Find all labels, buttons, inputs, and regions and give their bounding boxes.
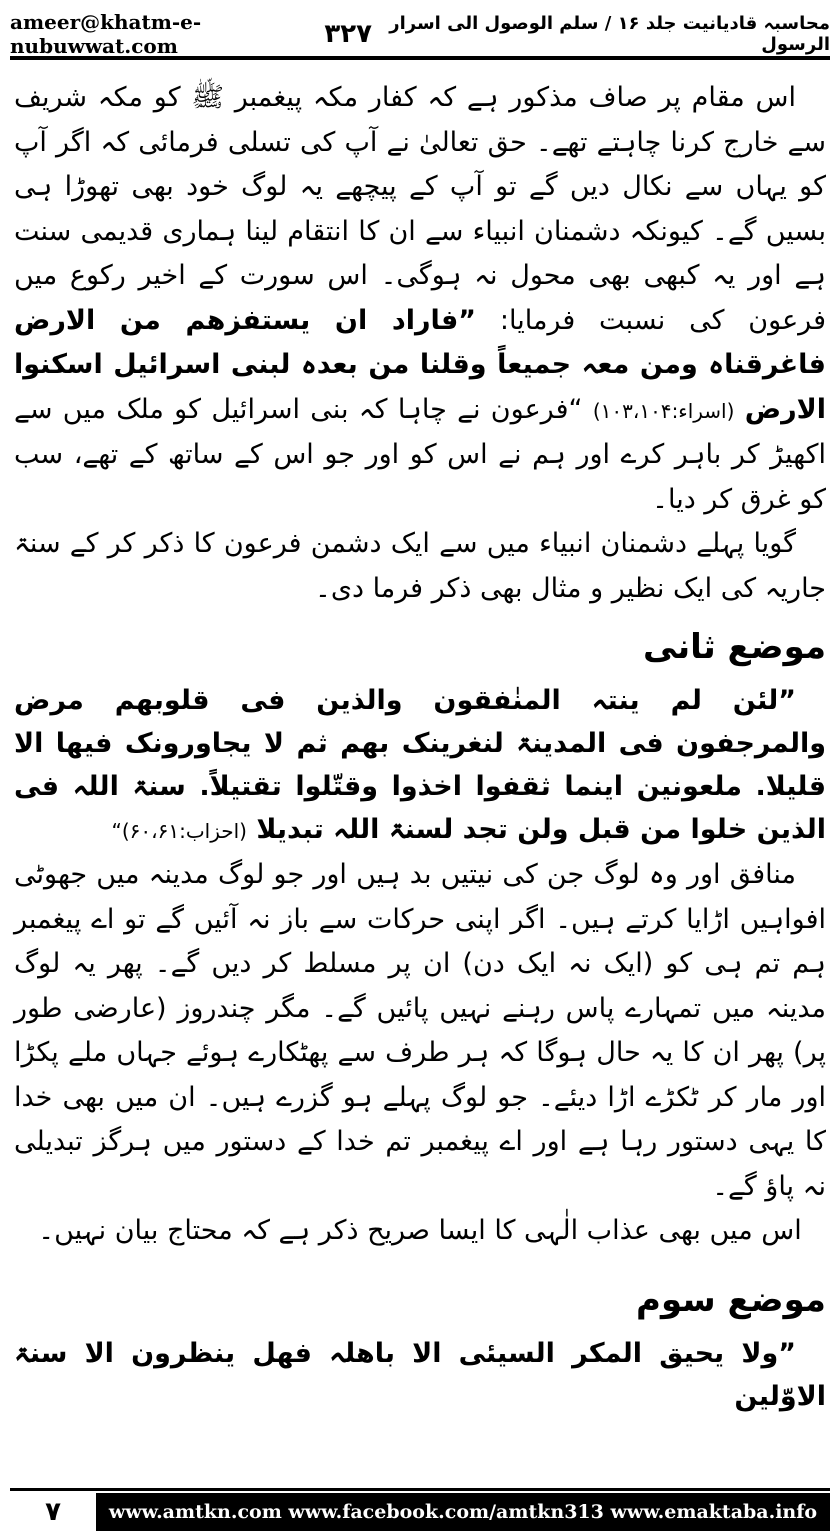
quote-2-reference: (احزاب:۶۰،۶۱)“ [111, 819, 247, 843]
header-email: ameer@khatm-e-nubuwwat.com [10, 10, 202, 58]
paragraph-1 [14, 76, 826, 522]
arabic-quote-3: ”ولا یحیق المکر السیئی الا باھلہ فھل ینظرون الا سنۃ الاوّلین [14, 1337, 826, 1412]
paragraph-3: منافق اور وہ لوگ جن کی نیتیں بد ہیں اور جو لوگ مدینہ میں جھوٹی افواہیں اڑایا کرتے ہیں۔ اگر اپنی حرکات سے باز نہ آئیں گے تو اے پیغمبر ہم تم ہی کو (ایک نہ ایک دن) ان پر مسلط کر دیں گے۔ پھر یہ لوگ مدینہ میں تمہارے پاس رہنے نہیں پائیں گے۔ مگر چندروز (عارضی طور پر) پھر ان کا یہ حال ہوگا کہ ہر طرف سے پھٹکارے ہوئے جہاں ملے پکڑا اور مار کر ٹکڑے اڑا دیئے۔ جو لوگ پہلے ہو گزرے ہیں۔ ان میں بھی خدا کا یہی دستور رہا ہے اور اے پیغمبر تم خدا کے دستور میں ہرگز تبدیلی نہ پاؤ گے۔ [14, 859, 826, 1202]
paragraph-2: گویا پہلے دشمنان انبیاء میں سے ایک دشمن فرعون کا ذکر کر کے سنۃ جاریہ کی ایک نظیر و مثال بھی ذکر فرما دی۔ [14, 528, 826, 604]
arabic-quote-2-text: ”لئن لم ینتہ المنٰفقون والذین فی قلوبھم مرض والمرجفون فی المدینۃ لنغرینک بھم ثم لا یجاورونک فیھا الا قلیلا. ملعونین اینما ثقفوا اخذوا وقتّلوا تقتیلاً. سنۃ اللہ فی الذین خلوا من قبل ولن تجد لسنۃ اللہ تبدیلا [14, 685, 826, 845]
page-footer [10, 1488, 830, 1532]
arabic-quote-1: ”فاراد ان یستفزھم من الارض فاغرقناہ ومن معہ جمیعاً وقلنا من بعدہ لبنی اسرائیل اسکنوا الارض [14, 304, 826, 425]
section-heading-second: موضع ثانی [643, 627, 826, 667]
header-page-number: ۳۲۷ [324, 19, 373, 49]
section-heading-third: موضع سوم [636, 1279, 826, 1320]
quote-1-reference: (اسراء:۱۰۳،۱۰۴) [592, 398, 735, 423]
page-body [14, 76, 826, 1456]
footer-page-number: ۷ [45, 1496, 61, 1527]
paragraph-1-text: اس مقام پر صاف مذکور ہے کہ کفار مکہ پیغمبر ﷺ کو مکہ شریف سے خارج کرنا چاہتے تھے۔ حق تعالیٰ نے آپ کی تسلی فرمائی کہ اگر آپ کو یہاں سے نکال دیں گے تو آپ کے پیچھے یہ لوگ خود بھی تھوڑا ہی بسیں گے۔ کیونکہ دشمنان انبیاء سے ان کا انتقام لینا ہماری قدیمی سنت ہے اور یہ کبھی بھی محول نہ ہوگی۔ اس سورت کے اخیر رکوع میں فرعون کی نسبت فرمایا: [14, 82, 826, 336]
arabic-quote-2 [14, 679, 826, 853]
footer-links: www.amtkn.com www.facebook.com/amtkn313 www.emaktaba.info [96, 1493, 830, 1531]
header-title: محاسبہ قادیانیت جلد ۱۶ / سلم الوصول الی اسرار الرسول [389, 13, 830, 55]
header-right [324, 13, 830, 55]
page-header [10, 12, 830, 60]
paragraph-1-continuation: “فرعون نے چاہا کہ بنی اسرائیل کو ملک میں سے اکھیڑ کر باہر کرے اور ہم نے اس کو اور جو اس کے ساتھ کے تھے، سب کو غرق کر دیا۔ [14, 393, 826, 515]
paragraph-4: اس میں بھی عذاب الٰہی کا ایسا صریح ذکر ہے کہ محتاج بیان نہیں۔ [38, 1215, 802, 1246]
spacer [14, 1254, 826, 1264]
